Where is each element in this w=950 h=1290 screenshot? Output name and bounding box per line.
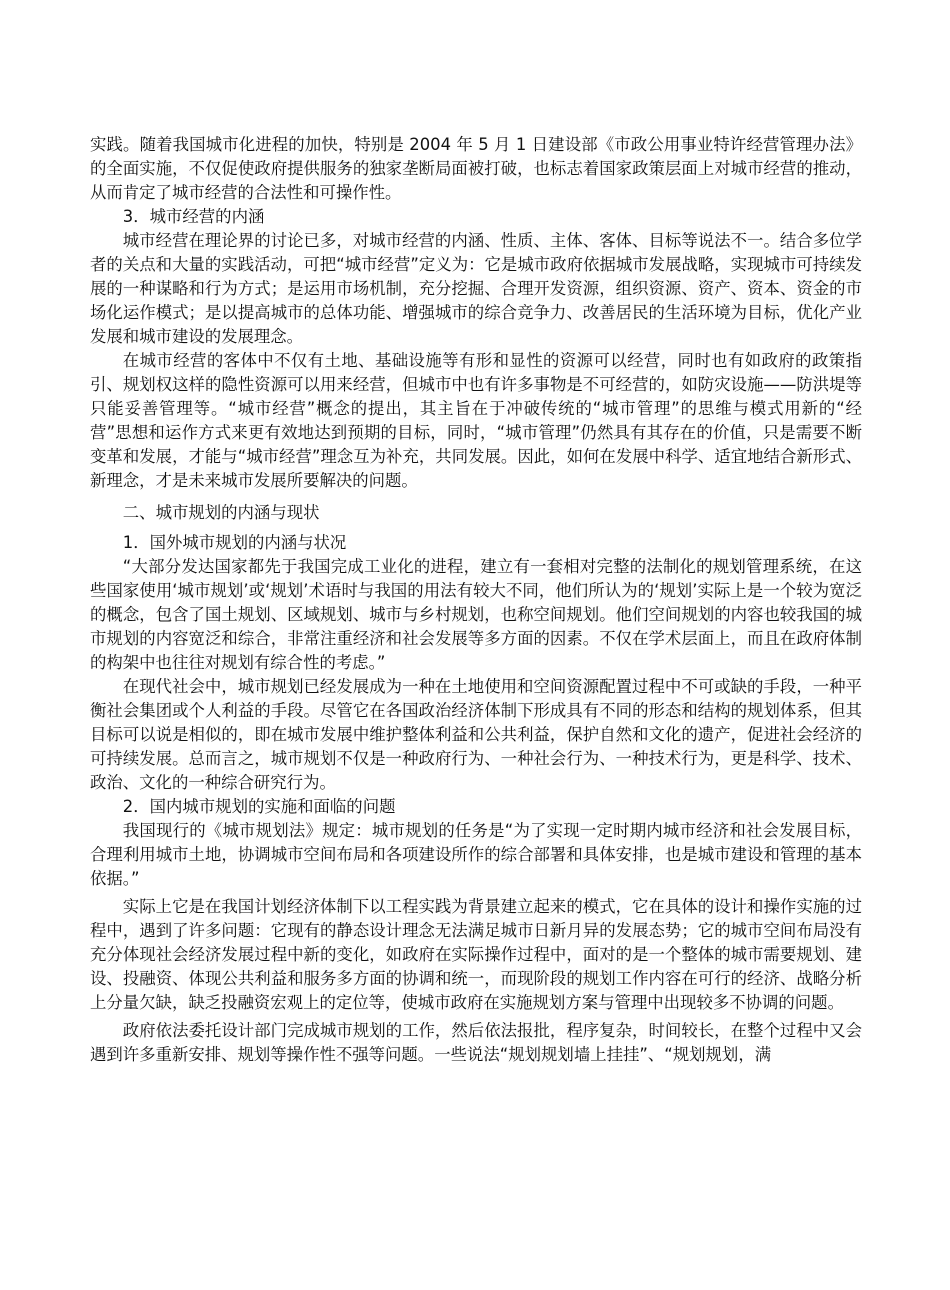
paragraph-planning-problems: 实际上它是在我国计划经济体制下以工程实践为背景建立起来的模式，它在具体的设计和操作实施的过程中，遇到了许多问题：它现有的静态设计理念无法满足城市日新月异的发展态势；它的城市空间布局没有充分体现社会经济发展过程中新的变化，如政府在实际操作过程中，面对的是一个整体的城市需要规划、建设、投融资、体现公共利益和服务多方面的协调和统一，而现阶段的规划工作内容在可行的经济、战略分析上分量欠缺，缺乏投融资宏观上的定位等，使城市政府在实施规划方案与管理中出现较多不协调的问题。 (90, 897, 862, 1012)
document-body (90, 133, 862, 1067)
paragraph-foreign-planning-quote: “大部分发达国家都先于我国完成工业化的进程，建立有一套相对完整的法制化的规划管理系统，在这些国家使用‘城市规划’或‘规划’术语时与我国的用法有较大不同，他们所认为的‘规划’实际上是一个较为宽泛的概念，包含了国土规划、区域规划、城市与乡村规划，也称空间规划。他们空间规划的内容也较我国的城市规划的内容宽泛和综合，非常注重经济和社会发展等多方面的因素。不仅在学术层面上，而且在政府体制的构架中也往往对规划有综合性的考虑。” (90, 557, 862, 672)
paragraph-city-management-definition: 城市经营在理论界的讨论已多，对城市经营的内涵、性质、主体、客体、目标等说法不一。结合多位学者的关点和大量的实践活动，可把“城市经营”定义为：它是城市政府依据城市发展战略，实现城市可持续发展的一种谋略和行为方式；是运用市场机制，充分挖掘、合理开发资源，组织资源、资产、资本、资金的市场化运作模式；是以提高城市的总体功能、增强城市的综合竞争力、改善居民的生活环境为目标，优化产业发展和城市建设的发展理念。 (90, 231, 862, 346)
heading-domestic-planning: 2．国内城市规划的实施和面临的问题 (122, 797, 396, 816)
paragraph-planning-procedure: 政府依法委托设计部门完成城市规划的工作，然后依法报批，程序复杂，时间较长，在整个过程中又会遇到许多重新安排、规划等操作性不强等问题。一些说法“规划规划墙上挂挂”、“规划规划，满 (90, 1021, 862, 1064)
paragraph-planning-law: 我国现行的《城市规划法》规定：城市规划的任务是“为了实现一定时期内城市经济和社会发展目标，合理利用城市土地，协调城市空间布局和各项建设所作的综合部署和具体安排，也是城市建设和管理的基本依据。” (90, 821, 862, 888)
paragraph-city-management-objects: 在城市经营的客体中不仅有土地、基础设施等有形和显性的资源可以经营，同时也有如政府的政策指引、规划权这样的隐性资源可以用来经营，但城市中也有许多事物是不可经营的，如防灾设施——防洪堤等只能妥善管理等。“城市经营”概念的提出，其主旨在于冲破传统的“城市管理”的思维与模式用新的“经营”思想和运作方式来更有效地达到预期的目标，同时，“城市管理”仍然具有其存在的价值，只是需要不断变革和发展，才能与“城市经营”理念互为补充，共同发展。因此，如何在发展中科学、适宜地结合新形式、新理念，才是未来城市发展所要解决的问题。 (90, 351, 862, 490)
heading-foreign-planning: 1．国外城市规划的内涵与状况 (122, 533, 347, 552)
paragraph-modern-planning: 在现代社会中，城市规划已经发展成为一种在土地使用和空间资源配置过程中不可或缺的手段，一种平衡社会集团或个人利益的手段。尽管它在各国政治经济体制下形成具有不同的形态和结构的规划体系，但其目标可以说是相似的，即在城市发展中维护整体利益和公共利益，保护自然和文化的遗产，促进社会经济的可持续发展。总而言之，城市规划不仅是一种政府行为、一种社会行为、一种技术行为，更是科学、技术、政治、文化的一种综合研究行为。 (90, 677, 862, 792)
heading-city-management-connotation: 3．城市经营的内涵 (122, 207, 265, 226)
paragraph-intro: 实践。随着我国城市化进程的加快，特别是 2004 年 5 月 1 日建设部《市政公用事业特许经营管理办法》的全面实施，不仅促使政府提供服务的独家垄断局面被打破，也标志着国家政策层面上对城市经营的推动，从而肯定了城市经营的合法性和可操作性。 (90, 135, 862, 202)
section-heading-urban-planning: 二、城市规划的内涵与现状 (122, 503, 320, 522)
